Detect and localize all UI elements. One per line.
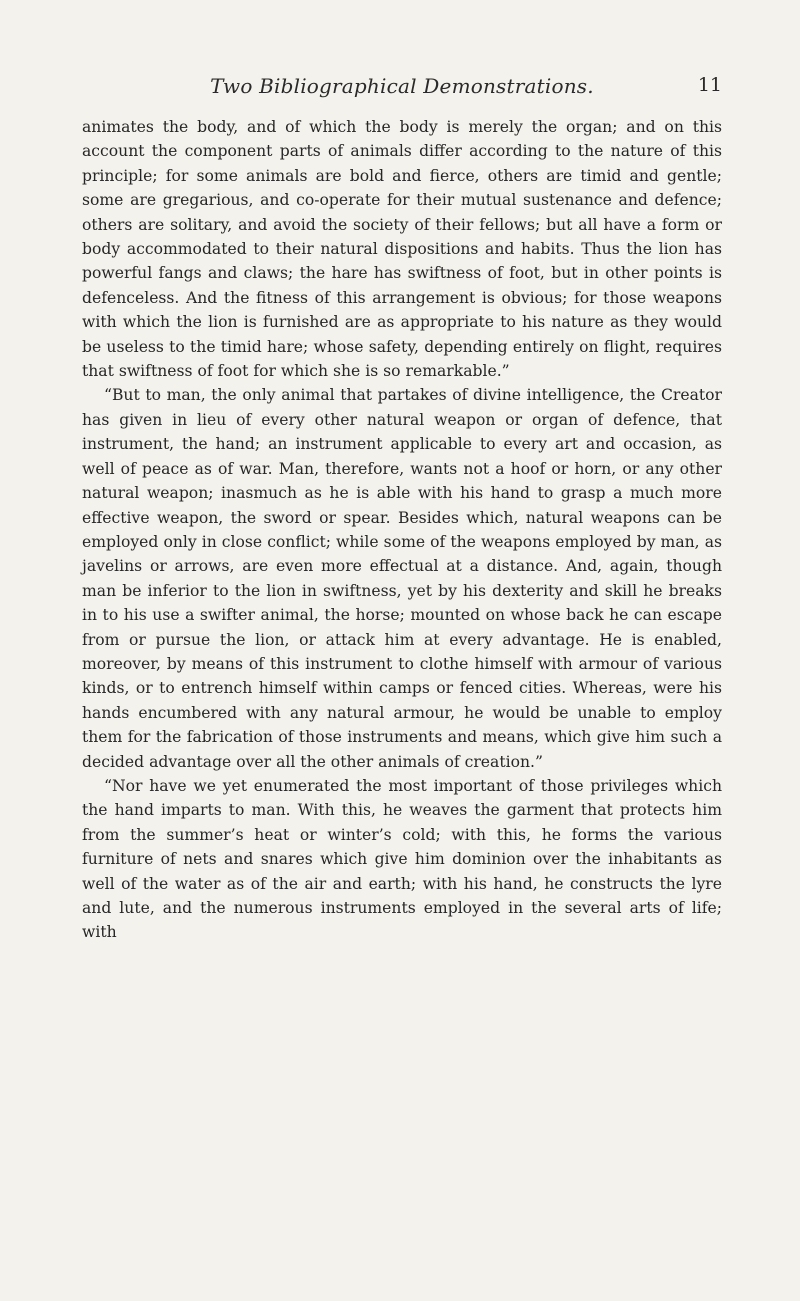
- paragraph-privileges: “Nor have we yet enumerated the most important of those privileges which the hand imparts to man. With this, he weaves the garment that protects him from the summer’s heat or winter’s cold; with this, he forms the various furniture of nets and snares which give him dominion over the inhabitants as well of the water as of the air and earth; with his hand, he constructs the lyre and lute, and the numerous instruments employed in the several arts of life; with: [82, 776, 722, 942]
- body-text: [82, 115, 722, 945]
- running-title: Two Bibliographical Demonstrations.: [210, 74, 594, 98]
- page-number: 11: [697, 74, 722, 96]
- running-head: [82, 74, 722, 104]
- paragraph-hand-instrument: “But to man, the only animal that partakes of divine intelligence, the Creator has given in lieu of every other natural weapon or organ of defence, that instrument, the hand; an instrument applicable to every art and occasion, as well of peace as of war. Man, therefore, wants not a hoof or horn, or any other natural weapon; inasmuch as he is able with his hand to grasp a much more effective weapon, the sword or spear. Besides which, natural weapons can be employed only in close conflict; while some of the weapons employed by man, as javelins or arrows, are even more effectual at a distance. And, again, though man be inferior to the lion in swiftness, yet by his dexterity and skill he breaks in to his use a swifter animal, the horse; mounted on whose back he can escape from or pursue the lion, or attack him at every advantage. He is enabled, moreover, by means of this instrument to clothe himself with armour of various kinds, or to entrench himself within camps or fenced cities. Whereas, were his hands encumbered with any natural armour, he would be unable to employ them for the fabrication of those instruments and means, which give him such a decided advantage over all the other animals of creation.”: [82, 386, 722, 771]
- paragraph-continuation: animates the body, and of which the body is merely the organ; and on this account the component parts of animals differ according to the nature of this principle; for some animals are bold and fierce, others are timid and gentle; some are gregarious, and co-operate for their mutual sustenance and defence; others are solitary, and avoid the society of their fellows; but all have a form or body accommodated to their natural dispositions and habits. Thus the lion has powerful fangs and claws; the hare has swiftness of foot, but in other points is defenceless. And the fitness of this arrangement is obvious; for those weapons with which the lion is furnished are as appropriate to his nature as they would be useless to the timid hare; whose safety, depending entirely on flight, requires that swiftness of foot for which she is so remarkable.”: [82, 118, 722, 381]
